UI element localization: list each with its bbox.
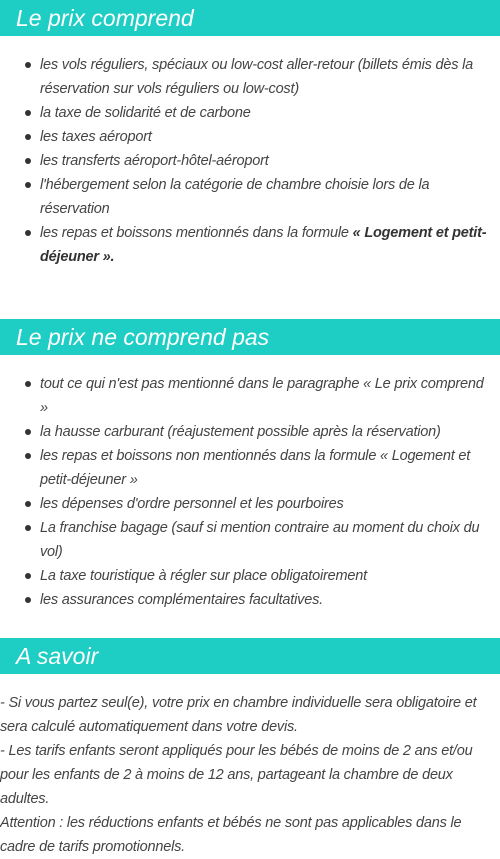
meals-text: les repas et boissons mentionnés dans la formule: [40, 225, 349, 241]
list-item: tout ce qui n'est pas mentionné dans le paragraphe « Le prix comprend »: [0, 372, 500, 420]
section-header-includes: Le prix comprend: [0, 0, 500, 36]
list-item: les dépenses d'ordre personnel et les pourboires: [0, 492, 500, 516]
list-item: la hausse carburant (réajustement possible après la réservation): [0, 420, 500, 444]
includes-list: [0, 53, 500, 269]
info-line: - Si vous partez seul(e), votre prix en chambre individuelle sera obligatoire et sera calculé automatiquement dans votre devis.: [0, 695, 477, 735]
section-header-info: A savoir: [0, 638, 500, 674]
section-header-excludes: Le prix ne comprend pas: [0, 319, 500, 355]
info-text: [0, 691, 500, 859]
list-item: les assurances complémentaires facultatives.: [0, 588, 500, 612]
list-item: les transferts aéroport-hôtel-aéroport: [0, 149, 500, 173]
list-item: l'hébergement selon la catégorie de chambre choisie lors de la réservation: [0, 173, 500, 221]
info-line: - Les tarifs enfants seront appliqués pour les bébés de moins de 2 ans et/ou pour les enfants de 2 à moins de 12 ans, partageant la chambre de deux adultes.: [0, 743, 473, 807]
list-item: les repas et boissons non mentionnés dans la formule « Logement et petit-déjeuner »: [0, 444, 500, 492]
list-item: les taxes aéroport: [0, 125, 500, 149]
meals-formula-bold: « Logement et petit-déjeuner ».: [40, 225, 487, 265]
list-item: la taxe de solidarité et de carbone: [0, 101, 500, 125]
info-line: Attention : les réductions enfants et bébés ne sont pas applicables dans le cadre de tarifs promotionnels.: [0, 815, 462, 855]
list-item: [0, 221, 500, 269]
list-item: les vols réguliers, spéciaux ou low-cost aller-retour (billets émis dès la réservation sur vols réguliers ou low-cost): [0, 53, 500, 101]
list-item: La taxe touristique à régler sur place obligatoirement: [0, 564, 500, 588]
excludes-list: [0, 372, 500, 612]
list-item: La franchise bagage (sauf si mention contraire au moment du choix du vol): [0, 516, 500, 564]
